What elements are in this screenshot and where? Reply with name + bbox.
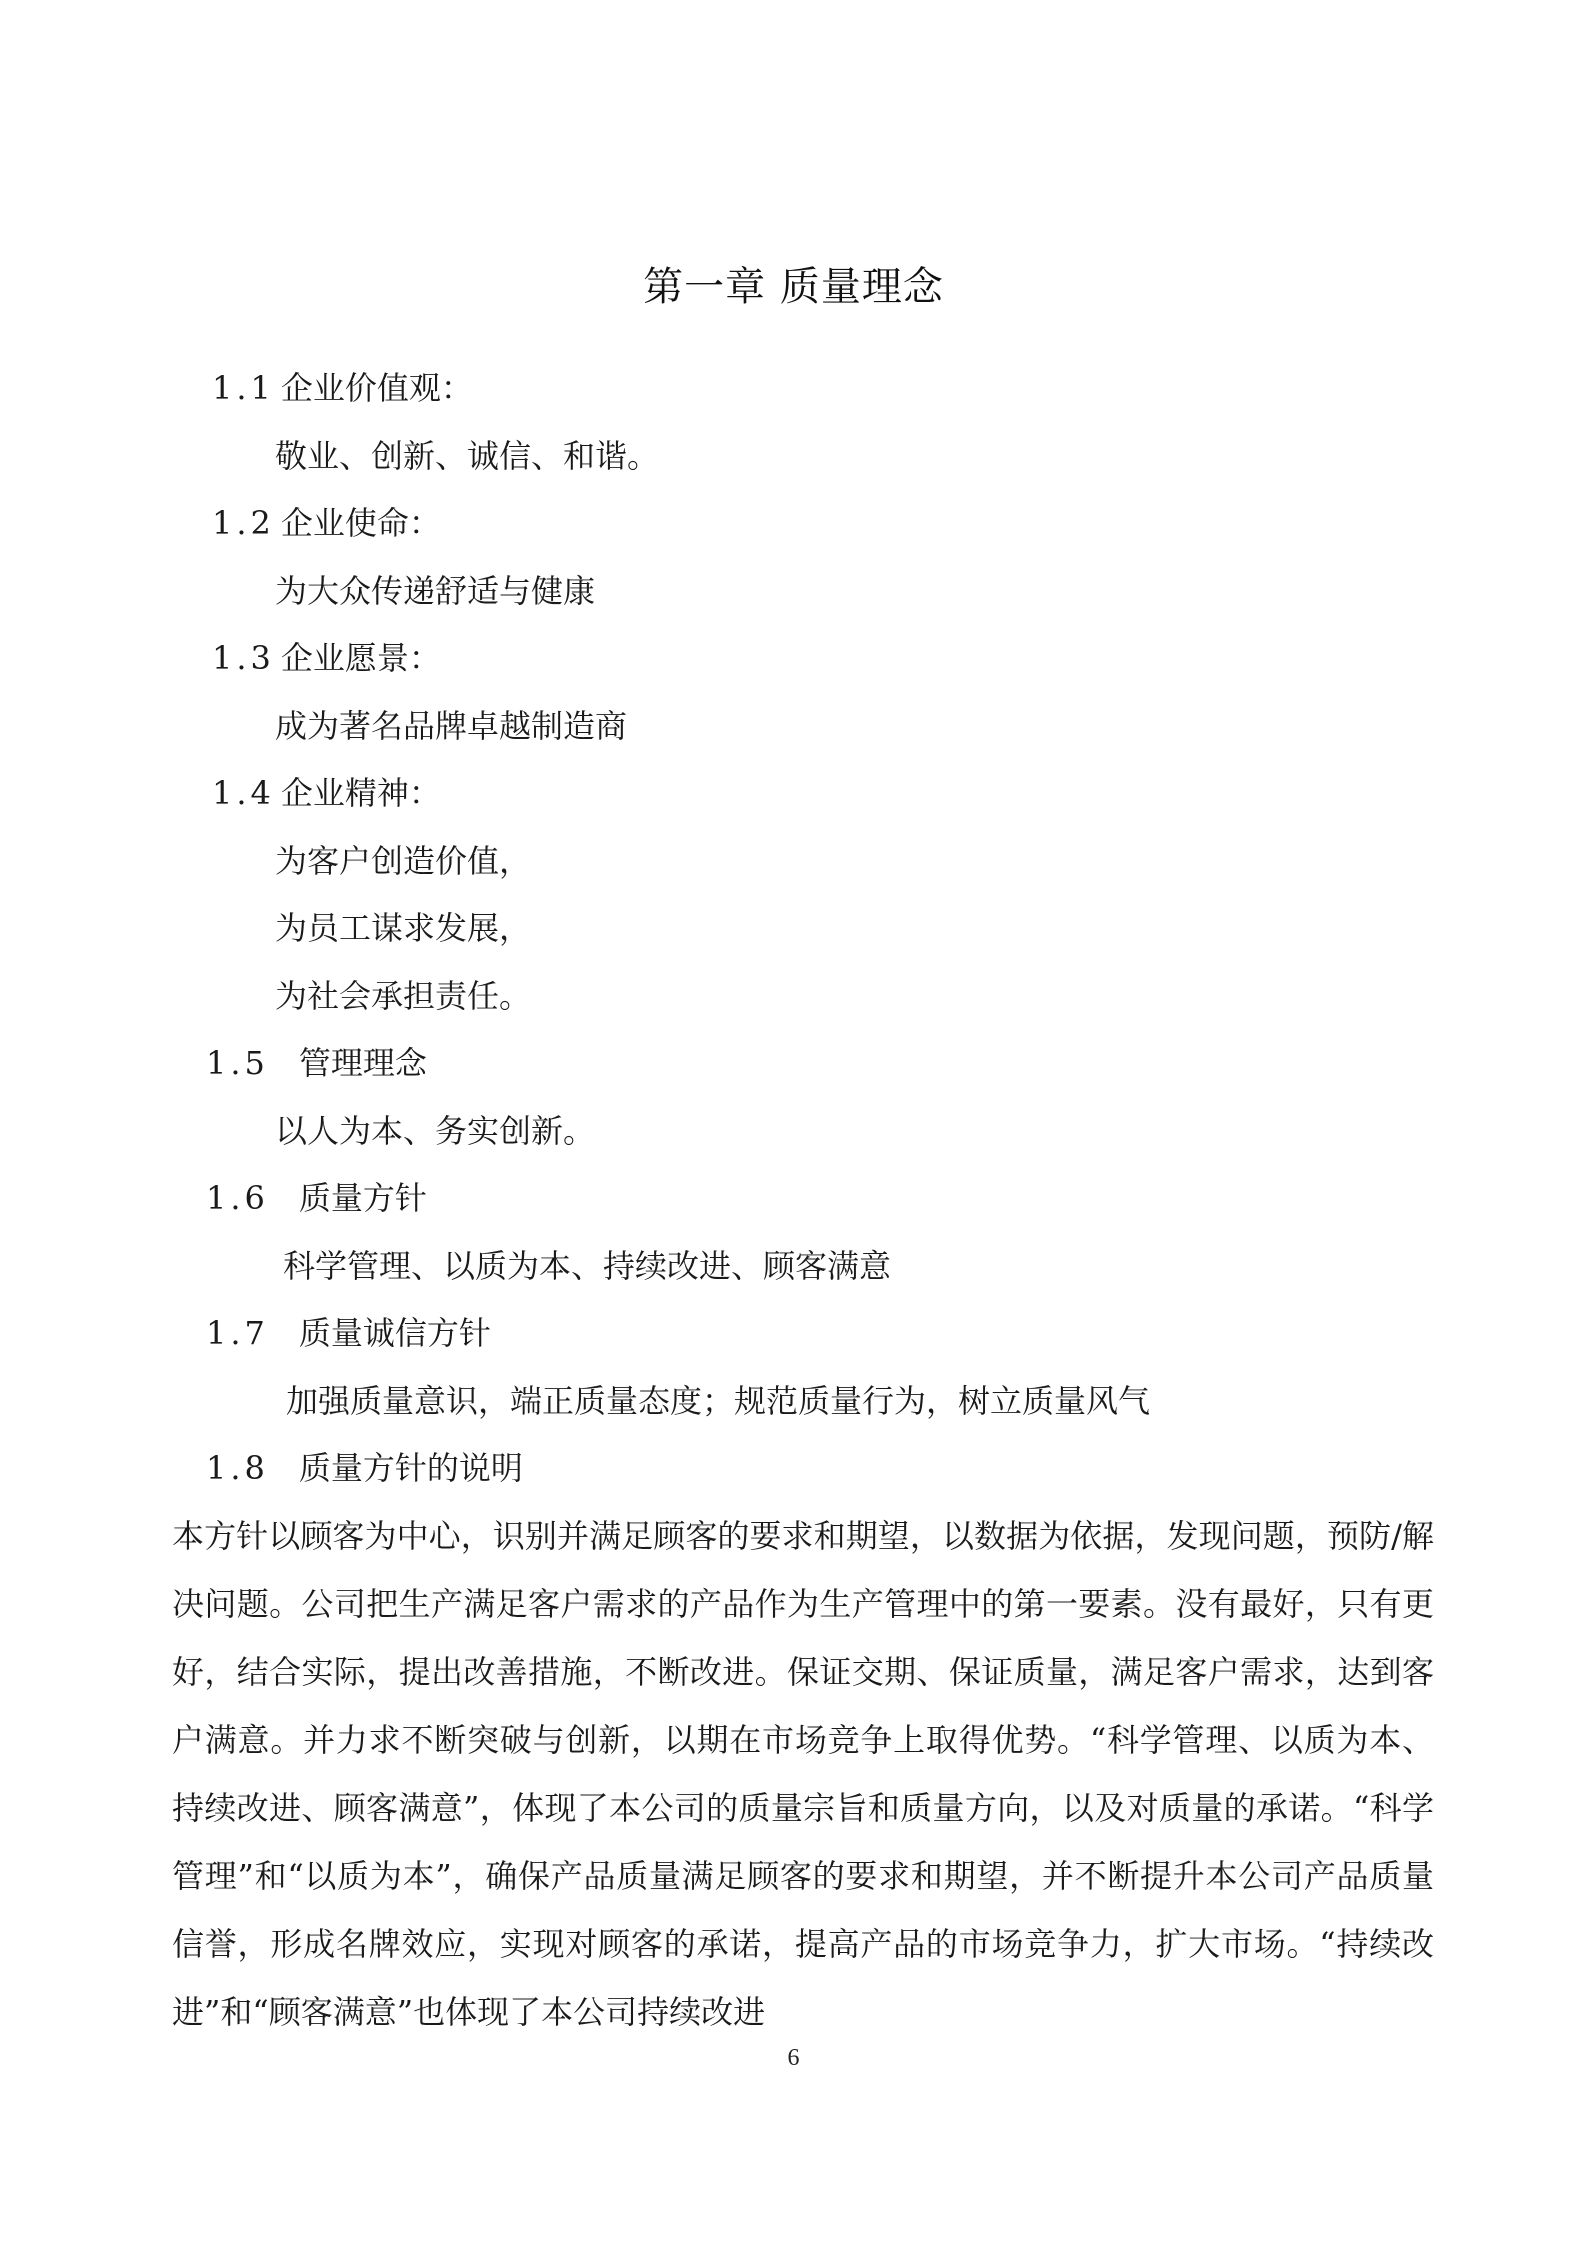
- section-title: 企业精神：: [280, 774, 441, 812]
- section-line: 为客户创造价值，: [275, 842, 532, 880]
- section-heading-1-3: [212, 638, 441, 678]
- section-heading-1-4: [212, 773, 441, 813]
- section-number: 1.8: [206, 1449, 269, 1487]
- section-title: 管理理念: [298, 1044, 427, 1082]
- section-line: 成为著名品牌卓越制造商: [275, 707, 628, 745]
- section-title: 质量诚信方针: [298, 1314, 491, 1352]
- chapter-title: 第一章 质量理念: [643, 264, 944, 310]
- section-heading-1-6: [206, 1178, 427, 1218]
- section-number: 1.1: [212, 369, 275, 407]
- section-heading-1-5: [206, 1043, 427, 1083]
- section-heading-1-2: [212, 503, 441, 543]
- section-number: 1.7: [206, 1314, 269, 1352]
- section-number: 1.2: [212, 504, 275, 542]
- section-title: 质量方针的说明: [298, 1449, 523, 1487]
- page-number: 6: [787, 2045, 800, 2071]
- explanation-paragraph: 本方针以顾客为中心，识别并满足顾客的要求和期望，以数据为依据，发现问题，预防/解决问题。公司把生产满足客户需求的产品作为生产管理中的第一要素。没有最好，只有更好，结合实际，提出改善措施，不断改进。保证交期、保证质量，满足客户需求，达到客户满意。并力求不断突破与创新，以期在市场竞争上取得优势。“科学管理、以质为本、持续改进、顾客满意”，体现了本公司的质量宗旨和质量方向，以及对质量的承诺。“科学管理”和“以质为本”，确保产品质量满足顾客的要求和期望，并不断提升本公司产品质量信誉，形成名牌效应，实现对顾客的承诺，提高产品的市场竞争力，扩大市场。“持续改进”和“顾客满意”也体现了本公司持续改进: [172, 1517, 1434, 2031]
- section-line: 为员工谋求发展，: [275, 909, 532, 947]
- section-line: 为社会承担责任。: [275, 977, 532, 1015]
- section-title: 企业价值观：: [280, 369, 473, 407]
- section-line: 科学管理、以质为本、持续改进、顾客满意: [283, 1247, 892, 1285]
- section-number: 1.3: [212, 639, 275, 677]
- section-number: 1.4: [212, 774, 275, 812]
- section-line: 加强质量意识，端正质量态度；规范质量行为，树立质量风气: [286, 1382, 1151, 1420]
- section-title: 企业使命：: [280, 504, 441, 542]
- section-heading-1-1: [212, 368, 473, 408]
- section-number: 1.6: [206, 1179, 269, 1217]
- section-title: 质量方针: [298, 1179, 427, 1217]
- section-heading-1-7: [206, 1313, 491, 1353]
- section-line: 为大众传递舒适与健康: [275, 572, 596, 610]
- section-number: 1.5: [206, 1044, 269, 1082]
- section-heading-1-8: [206, 1448, 523, 1488]
- section-line: 以人为本、务实创新。: [275, 1112, 596, 1150]
- section-line: 敬业、创新、诚信、和谐。: [275, 437, 660, 475]
- section-title: 企业愿景：: [280, 639, 441, 677]
